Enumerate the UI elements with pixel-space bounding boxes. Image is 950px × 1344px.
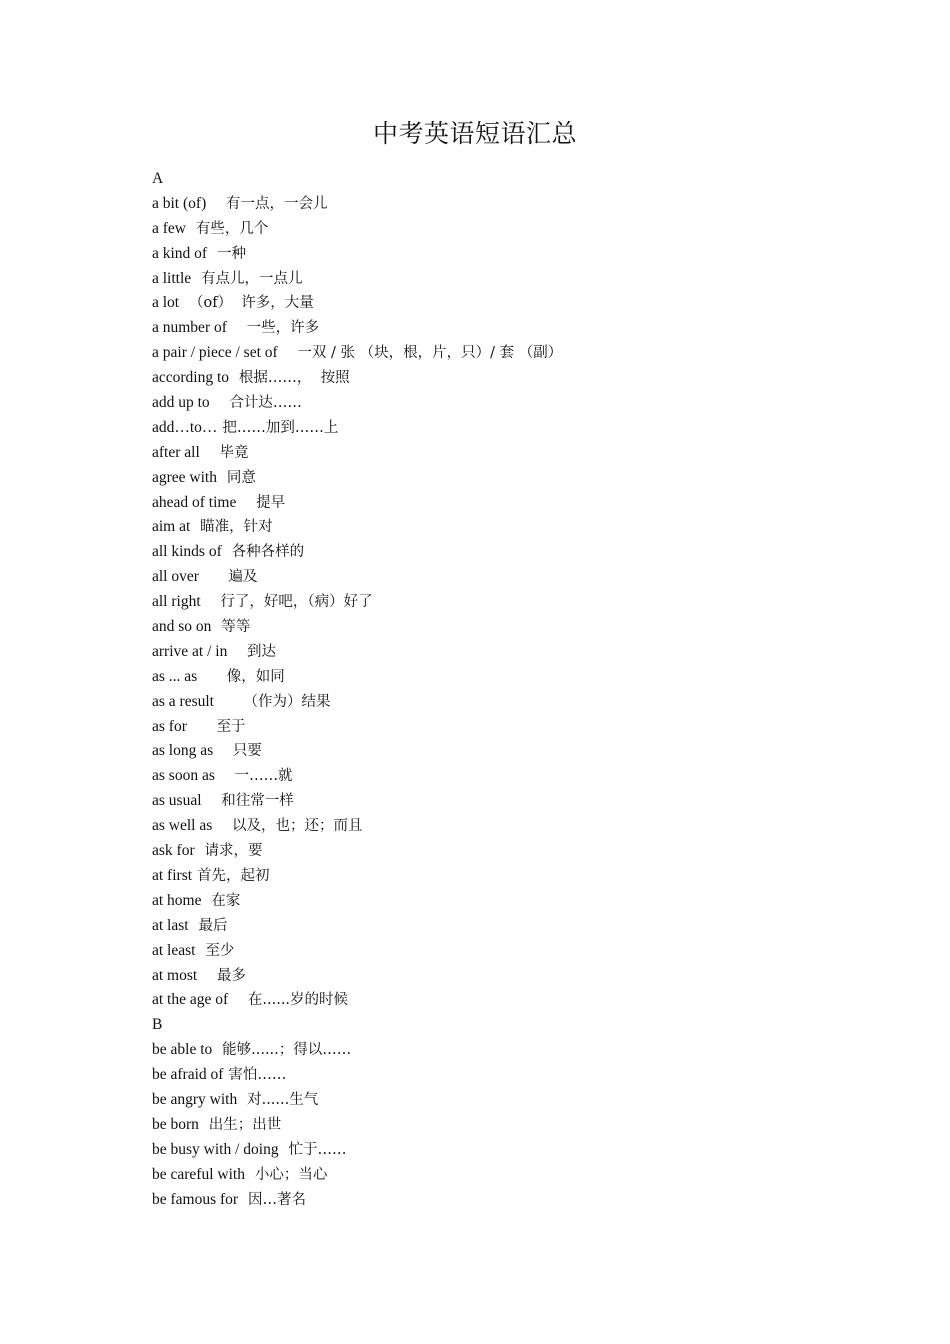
phrase-gap [202, 891, 212, 909]
phrase-gap [217, 468, 227, 486]
phrase-entry [152, 738, 852, 763]
phrase-english: at most [152, 966, 198, 984]
phrase-entry [152, 1162, 852, 1187]
phrase-english: aim at [152, 518, 191, 536]
section-letter-text: B [152, 1016, 163, 1034]
phrase-gap [190, 517, 200, 535]
phrase-gap [179, 293, 189, 311]
phrase-english: as ... as [152, 667, 198, 685]
phrase-entry [152, 1137, 852, 1162]
phrase-gap [212, 816, 232, 834]
phrase-entry [152, 564, 852, 589]
phrase-english: as for [152, 717, 187, 735]
phrase-gap [202, 791, 222, 809]
phrase-chinese: 等等 [221, 619, 251, 636]
phrase-english: at first [152, 866, 193, 884]
phrase-gap [227, 642, 247, 660]
phrase-english: add up to [152, 394, 210, 412]
phrase-entry [152, 689, 852, 714]
phrase-entry [152, 1062, 852, 1087]
phrase-english: be famous for [152, 1190, 239, 1208]
phrase-english: add…to… [152, 418, 218, 436]
phrase-chinese: 只要 [232, 743, 262, 760]
phrase-chinese: 最后 [198, 917, 228, 934]
phrase-entry [152, 1087, 852, 1112]
phrase-entry [152, 987, 852, 1012]
phrase-entry [152, 1187, 852, 1212]
phrase-gap [201, 592, 221, 610]
phrase-english: as well as [152, 817, 213, 835]
phrase-gap [210, 393, 230, 411]
phrase-chinese: 小心；当心 [254, 1166, 328, 1183]
phrase-english: a bit (of) [152, 194, 207, 212]
phrase-chinese: 行了，好吧，（病）好了 [220, 594, 373, 611]
phrase-english: and so on [152, 618, 212, 636]
phrase-entry [152, 490, 852, 515]
phrase-entry [152, 415, 852, 440]
phrase-chinese: 一……就 [234, 768, 293, 785]
page-title: 中考英语短语汇总 [372, 119, 577, 148]
phrase-gap [191, 269, 201, 287]
phrase-entry [152, 390, 852, 415]
phrase-english: as soon as [152, 767, 215, 785]
phrase-english: be careful with [152, 1165, 245, 1183]
phrase-english: all over [152, 568, 199, 586]
phrase-entry [152, 888, 852, 913]
phrase-gap [227, 318, 247, 336]
phrase-chinese: 在家 [211, 892, 241, 909]
phrase-gap [214, 692, 244, 710]
phrase-entry [152, 216, 852, 241]
phrase-chinese: 在......岁的时候 [247, 992, 349, 1009]
phrase-gap [186, 219, 196, 237]
phrase-english: be born [152, 1115, 199, 1133]
phrase-gap [195, 841, 205, 859]
phrase-english: be afraid of [152, 1066, 224, 1084]
phrase-chinese: 首先，起初 [196, 867, 270, 884]
phrase-entry [152, 589, 852, 614]
phrase-chinese: 有一点，一会儿 [225, 195, 328, 212]
phrase-gap [187, 717, 217, 735]
phrase-gap [213, 741, 233, 759]
phrase-gap [236, 493, 256, 511]
phrase-entry [152, 514, 852, 539]
phrase-english: a number of [152, 319, 227, 337]
phrase-gap [199, 567, 229, 585]
phrase-entry [152, 714, 852, 739]
phrase-gap [222, 542, 232, 560]
phrase-chinese: 瞄准，针对 [200, 519, 273, 536]
phrase-gap [189, 916, 199, 934]
phrase-english: arrive at / in [152, 642, 228, 660]
phrase-chinese: （作为）结果 [243, 693, 331, 710]
phrase-entry [152, 539, 852, 564]
phrase-chinese: 因…著名 [247, 1191, 306, 1208]
phrase-chinese: 对......生气 [247, 1091, 319, 1108]
phrase-chinese: 请求，要 [204, 843, 263, 860]
phrase-entry [152, 440, 852, 465]
phrase-gap [207, 244, 217, 262]
phrase-entry [152, 1112, 852, 1137]
phrase-gap [245, 1165, 255, 1183]
phrase-english: at least [152, 941, 196, 959]
phrase-gap [206, 194, 226, 212]
phrase-entry [152, 315, 852, 340]
phrase-english: ahead of time [152, 493, 237, 511]
phrase-entry [152, 813, 852, 838]
phrase-english: at the age of [152, 991, 229, 1009]
phrase-chinese: 毕竟 [219, 444, 249, 461]
phrase-chinese: 合计达…… [229, 395, 302, 412]
phrase-gap [238, 1190, 248, 1208]
phrase-entry [152, 465, 852, 490]
phrase-english: all kinds of [152, 543, 222, 561]
phrase-english: a pair / piece / set of [152, 344, 278, 362]
phrase-english: as a result [152, 692, 214, 710]
phrase-gap [199, 1115, 209, 1133]
phrase-entry [152, 191, 852, 216]
phrase-list [152, 166, 852, 1211]
section-letter [152, 1012, 852, 1037]
phrase-entry [152, 938, 852, 963]
phrase-entry [152, 763, 852, 788]
phrase-chinese: 把……加到……上 [222, 419, 339, 436]
phrase-english: all right [152, 593, 201, 611]
phrase-entry [152, 614, 852, 639]
phrase-gap [195, 941, 205, 959]
phrase-english: be angry with [152, 1090, 238, 1108]
section-letter-text: A [152, 170, 164, 187]
phrase-chinese: 各种各样的 [231, 544, 305, 561]
phrase-entry [152, 788, 852, 813]
phrase-chinese: 能够......；得以…… [222, 1042, 352, 1059]
phrase-entry [152, 838, 852, 863]
phrase-chinese: 到达 [247, 643, 277, 660]
phrase-chinese: 和往常一样 [221, 793, 294, 810]
phrase-gap [212, 1040, 222, 1058]
phrase-gap [215, 766, 235, 784]
phrase-entry [152, 639, 852, 664]
phrase-english: as usual [152, 792, 202, 810]
phrase-chinese: 一些，许多 [246, 320, 320, 337]
phrase-english: a little [152, 269, 192, 287]
phrase-entry [152, 1037, 852, 1062]
phrase-english: a few [152, 219, 186, 237]
phrase-english: ask for [152, 842, 195, 860]
phrase-english: at last [152, 916, 189, 934]
phrase-english: a lot [152, 294, 180, 312]
phrase-gap [197, 667, 227, 685]
phrase-entry [152, 241, 852, 266]
phrase-chinese: 至于 [216, 718, 246, 735]
phrase-english: after all [152, 443, 200, 461]
phrase-chinese: 有些，几个 [195, 220, 269, 237]
phrase-chinese: 一种 [216, 245, 246, 262]
phrase-gap [211, 617, 221, 635]
phrase-entry [152, 963, 852, 988]
phrase-entry [152, 664, 852, 689]
phrase-english: be busy with / doing [152, 1140, 279, 1158]
phrase-chinese: 提早 [256, 494, 286, 511]
phrase-chinese: 同意 [226, 469, 256, 486]
phrase-chinese: 有点儿，一点儿 [201, 270, 303, 287]
phrase-entry [152, 365, 852, 390]
phrase-chinese: 害怕…… [228, 1067, 287, 1084]
phrase-entry [152, 863, 852, 888]
phrase-english: at home [152, 891, 202, 909]
phrase-chinese: 像，如同 [226, 668, 285, 685]
phrase-english: agree with [152, 468, 217, 486]
phrase-english: a kind of [152, 244, 208, 262]
phrase-chinese: 根据……， 按照 [238, 370, 350, 387]
phrase-entry [152, 266, 852, 291]
phrase-english: according to [152, 369, 230, 387]
phrase-chinese: 忙于…… [288, 1141, 347, 1158]
phrase-gap [228, 990, 248, 1008]
phrase-gap [237, 1090, 247, 1108]
phrase-chinese: 以及，也；还；而且 [231, 818, 363, 835]
phrase-entry [152, 290, 852, 315]
phrase-chinese: 出生；出世 [208, 1116, 282, 1133]
phrase-chinese: 至少 [205, 942, 235, 959]
phrase-gap [200, 443, 220, 461]
phrase-gap [229, 368, 239, 386]
phrase-gap [279, 1140, 289, 1158]
phrase-chinese: 一双 / 张 （块，根，片，只）/ 套 （副） [297, 345, 563, 362]
phrase-chinese: （of） 许多，大量 [188, 295, 314, 312]
phrase-entry [152, 340, 852, 365]
section-letter [152, 166, 852, 191]
phrase-chinese: 遍及 [228, 569, 258, 586]
phrase-english: as long as [152, 742, 214, 760]
phrase-gap [197, 966, 217, 984]
phrase-english: be able to [152, 1041, 213, 1059]
phrase-gap [278, 343, 298, 361]
phrase-chinese: 最多 [216, 967, 246, 984]
phrase-entry [152, 913, 852, 938]
